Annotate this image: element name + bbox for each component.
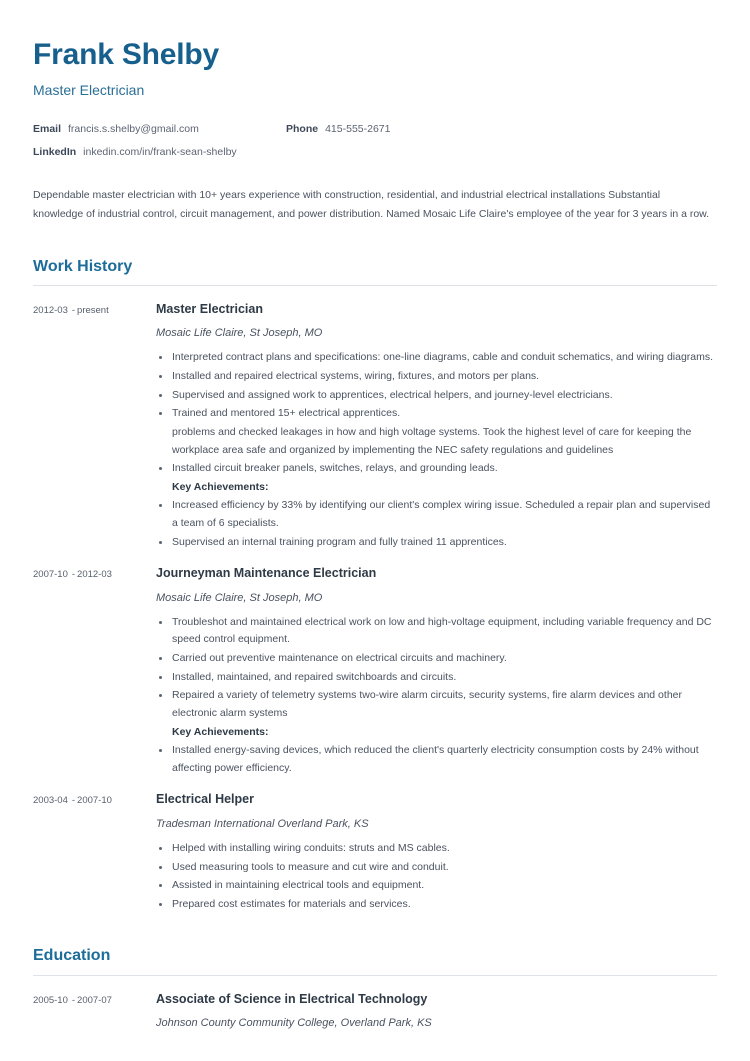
- entry-date-range: [33, 991, 156, 1007]
- entry-bullet-list: [156, 614, 717, 778]
- entry-body: [156, 565, 717, 778]
- entry-date-start: 2005-10: [33, 994, 68, 1006]
- entry-bullet: Prepared cost estimates for materials and services.: [156, 896, 717, 914]
- resume-entry: [33, 791, 717, 914]
- entry-bullet: Interpreted contract plans and specifications: one-line diagrams, cable and conduit schematics, and wiring diagrams.: [156, 349, 717, 367]
- entry-bullet: Used measuring tools to measure and cut wire and conduit.: [156, 859, 717, 877]
- entry-organization: Tradesman International Overland Park, KS: [156, 817, 369, 830]
- contact-row-secondary: [33, 146, 717, 158]
- entry-bullet-list: [156, 349, 717, 551]
- contact-block: [33, 123, 717, 158]
- resume-entry: [33, 301, 717, 552]
- entry-body: [156, 991, 717, 1031]
- entry-title: Master Electrician: [156, 301, 263, 316]
- entry-date-end: 2007-07: [77, 994, 112, 1006]
- entry-bullet: Supervised and assigned work to apprentices, electrical helpers, and journey-level electricians.: [156, 387, 717, 405]
- resume-entry: [33, 991, 717, 1031]
- entry-organization: Johnson County Community College, Overland Park, KS: [156, 1016, 432, 1029]
- entry-bullet: Installed and repaired electrical systems, wiring, fixtures, and motors per plans.: [156, 368, 717, 386]
- entry-bullet: Repaired a variety of telemetry systems two-wire alarm circuits, security systems, fire alarm devices and other electronic alarm systems: [156, 687, 717, 722]
- candidate-job-title: Master Electrician: [33, 82, 145, 98]
- entry-date-range: [33, 301, 156, 317]
- entry-bullet: Carried out preventive maintenance on electrical circuits and machinery.: [156, 650, 717, 668]
- entry-organization: Mosaic Life Claire, St Joseph, MO: [156, 591, 323, 604]
- entry-bullet: Troubleshot and maintained electrical work on low and high-voltage equipment, including variable frequency and DC speed control equipment.: [156, 614, 717, 649]
- contact-row-primary: [33, 123, 717, 135]
- entry-date-separator: -: [71, 304, 76, 316]
- entry-organization: Mosaic Life Claire, St Joseph, MO: [156, 327, 323, 340]
- resume-entry: [33, 565, 717, 778]
- contact-linkedin-value[interactable]: inkedin.com/in/frank-sean-shelby: [83, 145, 237, 158]
- resume-section: [33, 946, 717, 1030]
- entry-date-range: [33, 791, 156, 807]
- entry-date-separator: -: [71, 994, 76, 1006]
- candidate-name: Frank Shelby: [33, 38, 219, 71]
- section-divider: [33, 285, 717, 286]
- entry-bullet: Increased efficiency by 33% by identifying our client's complex wiring issue. Scheduled a repair plan and supervised a team of 6 specialists.: [156, 497, 717, 532]
- entry-date-separator: -: [71, 795, 76, 807]
- key-achievements-label: Key Achievements:: [172, 725, 269, 738]
- contact-linkedin-label: LinkedIn: [33, 145, 77, 158]
- contact-email: [33, 123, 286, 135]
- entry-date-end: 2012-03: [77, 569, 112, 581]
- section-divider: [33, 975, 717, 976]
- professional-summary: Dependable master electrician with 10+ years experience with construction, residential, and industrial electrical installations Substantial knowledge of industrial control, circuit management, and power distribution. Named Mosaic Life Claire's employee of the year for 3 years in a row.: [33, 188, 710, 221]
- entry-bullet: Trained and mentored 15+ electrical apprentices.: [156, 405, 717, 423]
- contact-phone-label: Phone: [286, 122, 319, 135]
- entry-date-end: present: [77, 304, 109, 316]
- entry-date-start: 2012-03: [33, 304, 68, 316]
- resume-section: [33, 257, 717, 915]
- contact-email-label: Email: [33, 122, 62, 135]
- entry-bullet: Installed circuit breaker panels, switches, relays, and grounding leads.: [156, 460, 717, 478]
- entry-body: [156, 791, 717, 914]
- entry-body: [156, 301, 717, 552]
- entry-date-end: 2007-10: [77, 795, 112, 807]
- contact-phone: [286, 123, 390, 135]
- resume-header: [33, 0, 717, 99]
- section-heading: Work History: [33, 257, 133, 275]
- entry-bullet: Helped with installing wiring conduits: struts and MS cables.: [156, 840, 717, 858]
- entry-bullet: Installed energy-saving devices, which reduced the client's quarterly electricity consumption costs by 24% without affecting power efficiency.: [156, 742, 717, 777]
- entry-date-separator: -: [71, 569, 76, 581]
- entry-date-start: 2003-04: [33, 795, 68, 807]
- entry-bullet: Assisted in maintaining electrical tools and equipment.: [156, 877, 717, 895]
- resume-sections: [33, 257, 717, 1031]
- entry-bullet: problems and checked leakages in how and high voltage systems. Took the highest level of care for keeping the workplace area safe and organized by implementing the NEC safety regulations and guidelines: [172, 425, 692, 456]
- entry-bullet: Supervised an internal training program and fully trained 11 apprentices.: [156, 534, 717, 552]
- entry-title: Electrical Helper: [156, 792, 254, 807]
- entry-date-start: 2007-10: [33, 569, 68, 581]
- section-heading: Education: [33, 947, 111, 965]
- entry-bullet-list: [156, 840, 717, 914]
- contact-phone-value[interactable]: 415-555-2671: [325, 122, 391, 135]
- contact-email-value[interactable]: francis.s.shelby@gmail.com: [68, 122, 199, 135]
- contact-linkedin: [33, 146, 237, 158]
- entry-title: Associate of Science in Electrical Technology: [156, 991, 428, 1006]
- entry-title: Journeyman Maintenance Electrician: [156, 566, 377, 581]
- key-achievements-label: Key Achievements:: [172, 480, 269, 493]
- entry-date-range: [33, 565, 156, 581]
- entry-bullet: Installed, maintained, and repaired switchboards and circuits.: [156, 669, 717, 687]
